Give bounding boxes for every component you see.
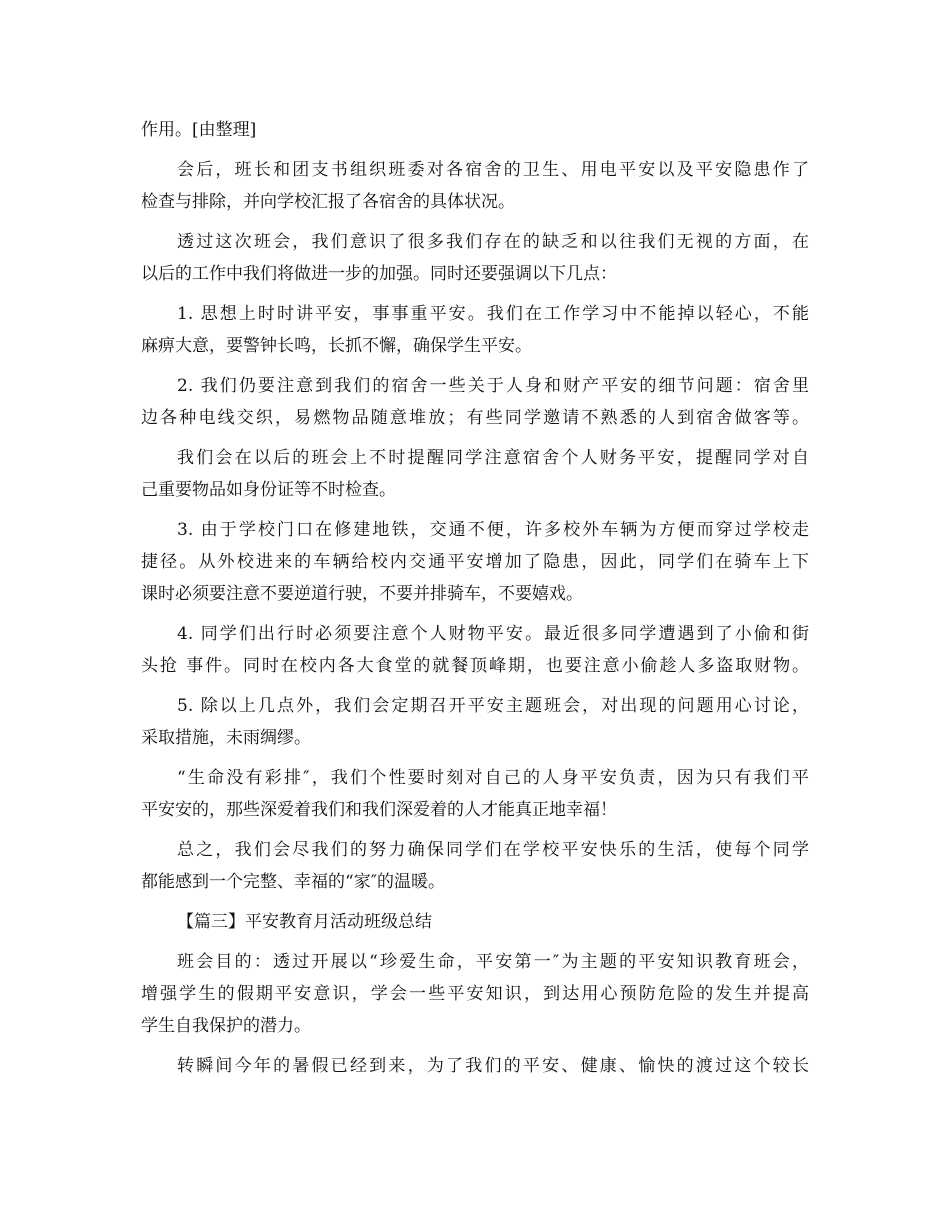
- text-line: 头抢 事件。同时在校内各大食堂的就餐顶峰期，也要注意小偷趁人多盗取财物。: [141, 656, 809, 676]
- text-line: 都能感到一个完整、幸福的“家″的温暖。: [141, 872, 446, 892]
- text-line: 我们会在以后的班会上不时提醒同学注意宿舍个人财务平安，提醒同学对自: [177, 448, 809, 468]
- document-body: [141, 114, 809, 1082]
- text-line: 5. 除以上几点外，我们会定期召开平安主题班会，对出现的问题用心讨论，: [177, 696, 809, 716]
- text-line: 透过这次班会，我们意识了很多我们存在的缺乏和以往我们无视的方面，在: [177, 232, 809, 252]
- text-line: 以后的工作中我们将做进一步的加强。同时还要强调以下几点：: [141, 264, 617, 284]
- text-line: 会后，班长和团支书组织班委对各宿舍的卫生、用电平安以及平安隐患作了: [177, 160, 809, 180]
- text-line: 麻痹大意，要警钟长鸣，长抓不懈，确保学生平安。: [141, 336, 532, 356]
- text-line: 3. 由于学校门口在修建地铁，交通不便，许多校外车辆为方便而穿过学校走: [177, 520, 809, 540]
- text-line: 增强学生的假期平安意识，学会一些平安知识，到达用心预防危险的发生并提高: [141, 984, 809, 1004]
- text-line: 捷径。从外校进来的车辆给校内交通平安增加了隐患，因此，同学们在骑车上下: [141, 552, 809, 572]
- text-line: 学生自我保护的潜力。: [141, 1016, 311, 1036]
- text-line: 总之，我们会尽我们的努力确保同学们在学校平安快乐的生活，使每个同学: [177, 840, 809, 860]
- text-line: 4. 同学们出行时必须要注意个人财物平安。最近很多同学遭遇到了小偷和街: [177, 624, 809, 644]
- text-line: 平安安的，那些深爱着我们和我们深爱着的人才能真正地幸福！: [141, 800, 617, 820]
- text-line: 作用。[由整理]: [141, 120, 257, 140]
- text-line: 班会目的：透过开展以“珍爱生命，平安第一″为主题的平安知识教育班会，: [177, 952, 809, 972]
- text-line: “生命没有彩排″，我们个性要时刻对自己的人身平安负责，因为只有我们平: [177, 768, 809, 788]
- text-line: 2. 我们仍要注意到我们的宿舍一些关于人身和财产平安的细节问题：宿舍里: [177, 376, 809, 396]
- text-line: 己重要物品如身份证等不时检查。: [141, 480, 396, 500]
- text-line: 采取措施，未雨绸缪。: [141, 728, 311, 748]
- text-line: 1. 思想上时时讲平安，事事重平安。我们在工作学习中不能掉以轻心，不能: [177, 304, 809, 324]
- text-line: 检查与排除，并向学校汇报了各宿舍的具体状况。: [141, 192, 515, 212]
- text-line: 边各种电线交织，易燃物品随意堆放；有些同学邀请不熟悉的人到宿舍做客等。: [141, 408, 809, 428]
- text-line: 转瞬间今年的暑假已经到来，为了我们的平安、健康、愉快的渡过这个较长: [177, 1056, 809, 1076]
- text-line: 课时必须要注意不要逆道行驶，不要并排骑车，不要嬉戏。: [141, 584, 583, 604]
- section-heading: 【篇三】平安教育月活动班级总结: [177, 912, 432, 932]
